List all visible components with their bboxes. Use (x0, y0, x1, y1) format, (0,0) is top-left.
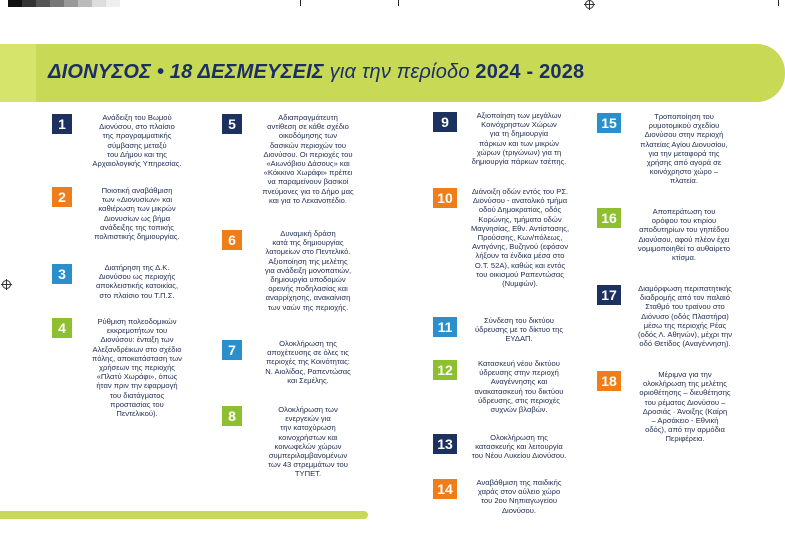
item-text: Σύνδεση του δικτύου ύδρευσης με το δίκτυο της ΕΥΔΑΠ. (474, 316, 564, 344)
bottom-accent-bar (0, 511, 368, 519)
crop-mark (778, 0, 779, 6)
item-number-badge: 10 (433, 188, 457, 208)
item-text: Αξιοποίηση των μεγάλων Κοινόχρηστων Χώρων για τη δημιουργία πάρκων και των μικρών χώρων (τριγώνων) για τη δημιουργία πάρκων τσέπης. (471, 111, 567, 167)
item-number-badge: 3 (52, 264, 72, 284)
item-text: Μέριμνα για την ολοκλήρωση της μελέτης οριοθέτησης – διευθέτησης του ρέματος Διονύσου – Δροσιάς · Άνοιξης (Καίρη – Αρσάκειο - Εθνική οδός), από την αρμόδια Περιφέρεια. (639, 370, 731, 444)
item-text: Ρύθμιση πολεοδομικών εκκρεμοτήτων του Διονύσου: ένταξη των Αλεξανδρέικων στο σχέδιο πόλης, αποκατάσταση των χρήσεων της περιοχής «Πλατύ Χωράφι», όπως ήταν πριν την εφαρμογή του διατάγματος προστασίας του Πεντελικού). (92, 317, 182, 419)
crop-mark (398, 0, 399, 6)
item-number-badge: 15 (597, 113, 621, 133)
item-number-badge: 18 (597, 371, 621, 391)
item-text: Διάνοιξη οδών εντός του ΡΣ. Διονύσου - ανατολικό τμήμα οδού Δημοκρατίας, οδός Κορώνης, τμήματα οδών Μαγνησίας, Εθν. Αντίστασης, Προύσσης, Κων/πόλεως, Αντιγόνης, Βυζηνού (εφόσον λήξουν τα ένδικα μέσα στο Ο.Τ. 52Α), καθώς και εντός του οικισμού Ραπεντώσας (Νυμφών). (470, 187, 570, 289)
item-text: Διαμόρφωση περιπατητικής διαδρομής από τον παλαιό Σταθμό του τραίνου στο Διόνυσο (οδός Πλαστήρα) μέσω της περιοχής Ρέας (οδός Λ. Αθηνών), μέχρι την οδό Θετίδος (Αναγέννηση). (637, 284, 733, 349)
color-calibration-strip (8, 0, 120, 7)
item-number-badge: 14 (433, 479, 457, 499)
crop-mark (300, 0, 301, 6)
registration-mark-icon (2, 280, 11, 289)
item-text: Ολοκλήρωση των ενεργειών για την κατοχύρωση κοινοχρήστων και κοινωφελών χώρων συμπεριλαμβανομένων των 43 στρεμμάτων του ΤΥΠΕΤ. (268, 405, 348, 479)
item-number-badge: 7 (222, 340, 242, 360)
item-number-badge: 17 (597, 285, 621, 305)
item-number-badge: 2 (52, 187, 72, 207)
item-text: Διατήρηση της Δ.Κ. Διονύσου ως περιοχής αποκλειστικής κατοικίας, στο πλαίσιο του Τ.Π.Σ. (95, 263, 179, 300)
registration-mark-icon (585, 0, 594, 9)
item-number-badge: 8 (222, 406, 242, 426)
title-main: ΔΙΟΝΥΣΟΣ • 18 ΔΕΣΜΕΥΣΕΙΣ (48, 61, 324, 83)
item-text: Ανάδειξη του Βωμού Διονύσου, στο πλαίσιο της προγραμματικής σύμβασης μεταξύ του Δήμου και της Αρχαιολογικής Υπηρεσίας. (92, 113, 182, 169)
item-number-badge: 1 (52, 114, 72, 134)
item-number-badge: 13 (433, 434, 457, 454)
item-number-badge: 9 (433, 112, 457, 132)
title-years: 2024 - 2028 (475, 61, 585, 83)
page-title (48, 61, 584, 84)
item-number-badge: 5 (222, 114, 242, 134)
item-number-badge: 11 (433, 317, 457, 337)
item-text: Ποιοτική αναβάθμιση των «Διονυσίων» και καθιέρωση των μικρών Διονυσίων ως βήμα ανάδειξης της τοπικής πολιτιστικής δημιουργίας. (94, 186, 180, 242)
item-number-badge: 6 (222, 230, 242, 250)
title-period-label: για την περίοδο (323, 61, 476, 83)
item-number-badge: 16 (597, 208, 621, 228)
item-text: Τροποποίηση του ρυμοτομικού σχεδίου Διονύσου στην περιοχή πλατείας Αγίου Διονυσίου, για την μεταφορά της χρήσης από αγορά σε κοινόχρηστο χώρο – πλατεία. (640, 112, 728, 186)
item-number-badge: 12 (433, 360, 457, 380)
item-text: Ολοκλήρωση της αποχέτευσης σε όλες τις περιοχές της Κοινότητας: Ν. Αιολίδας, Ραπεντώσας και Σεμέλης. (265, 339, 351, 385)
item-text: Αδιαπραγμάτευτη αντίθεση σε κάθε σχέδιο οικοδόμησης των δασικών περιοχών του Διονύσου. Οι περιοχές του «Αιωνόβιου Δάσους» και «Κόκκινο Χωράφι» πρέπει να παραμείνουν βασικοί πνεύμονες για το Δήμο μας και για το Λεκανοπέδιο. (262, 113, 354, 205)
item-text: Δυναμική δράση κατά της δημιουργίας λατομείων στο Πεντελικό. Αξιοποίηση της μελέτης για ανάδειξη μονοπατιών, δημιουργία υποδομών ορεινής ποδηλασίας και αναρρίχησης, ανακαίνιση των ναών της περιοχής. (264, 229, 352, 312)
item-text: Κατασκευή νέου δικτύου ύδρευσης στην περιοχή Αναγέννησης και ανακατασκευή του δικτύου ύδρευσης, στις περιοχές συχνών βλαβών. (474, 359, 564, 415)
item-number-badge: 4 (52, 318, 72, 338)
item-text: Αναβάθμιση της παιδικής χαράς στον αύλειο χώρο του 2ου Νηπιαγωγείου Διονύσου. (476, 478, 562, 515)
item-text: Ολοκλήρωση της κατασκευής και λειτουργία του Νέου Λυκείου Διονύσου. (471, 433, 567, 461)
item-text: Αποπεράτωση του ορόφου του κτιρίου αποδυτηρίων του γηπέδου Διονύσου, αφού πλέον έχει νομιμοποιηθεί το αυθαίρετο κτίσμα. (637, 207, 731, 263)
